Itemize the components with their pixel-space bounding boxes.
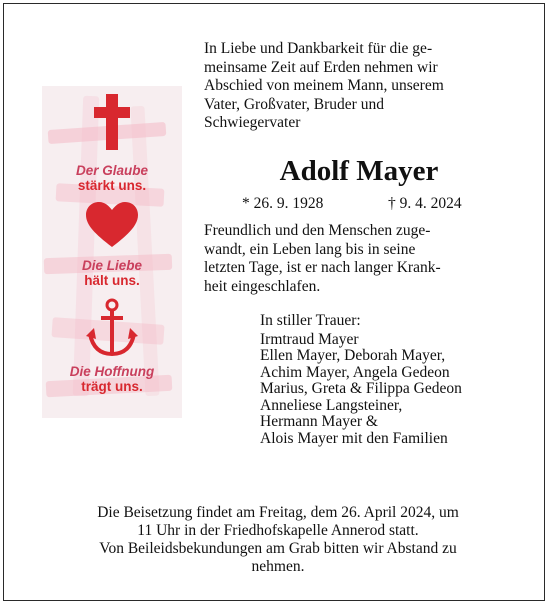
faith-line-2: stärkt uns.	[77, 178, 147, 193]
funeral-notice	[28, 504, 528, 576]
obituary-notice	[3, 3, 545, 601]
anchor-icon	[86, 298, 138, 358]
tribute-line: Freundlich und den Menschen zuge-	[204, 222, 431, 239]
funeral-line: nehmen.	[251, 558, 305, 575]
love-line-2: hält uns.	[84, 273, 140, 288]
funeral-line: Die Beisetzung findet am Freitag, dem 26. April 2024, um	[97, 504, 459, 521]
mourner-name: Achim Mayer, Angela Gedeon	[260, 363, 450, 381]
intro-line: Schwiegervater	[204, 114, 301, 131]
hope-caption	[42, 364, 182, 394]
love-line-1: Die Liebe	[81, 258, 143, 273]
tribute-line: wandt, ein Leben lang bis in seine	[204, 240, 416, 258]
heart-icon	[85, 201, 139, 249]
mourner-name: Anneliese Langsteiner,	[260, 396, 403, 414]
mourner-name: Alois Mayer mit den Familien	[260, 429, 448, 447]
mourner-name: Ellen Mayer, Deborah Mayer,	[260, 347, 446, 364]
intro-line: Vater, Großvater, Bruder und	[204, 95, 384, 113]
faith-line-1: Der Glaube	[75, 163, 149, 178]
cross-icon	[92, 92, 132, 152]
mourner-name: Irmtraud Mayer	[260, 330, 359, 348]
mourner-name: Hermann Mayer &	[260, 413, 378, 430]
mourners-heading: In stiller Trauer:	[260, 312, 361, 329]
hope-line-1: Die Hoffnung	[69, 364, 155, 379]
tribute-line: heit eingeschlafen.	[204, 277, 321, 295]
mourners-list	[260, 313, 520, 447]
hope-line-2: trägt uns.	[81, 379, 143, 394]
death-date: † 9. 4. 2024	[388, 195, 462, 212]
deceased-name: Adolf Mayer	[279, 155, 439, 187]
intro-line: Abschied von meinem Mann, unserem	[204, 77, 444, 94]
funeral-line: Von Beileidsbekundungen am Grab bitten wir Abstand zu	[99, 540, 457, 557]
funeral-line: 11 Uhr in der Friedhofskapelle Annerod statt.	[137, 522, 419, 539]
tribute-paragraph	[204, 222, 514, 296]
intro-line: meinsame Zeit auf Erden nehmen wir	[204, 58, 438, 76]
tribute-line: letzten Tage, ist er nach langer Krank-	[204, 259, 441, 276]
faith-love-hope-emblem	[42, 86, 182, 418]
intro-line: In Liebe und Dankbarkeit für die ge-	[204, 40, 433, 57]
love-caption	[42, 258, 182, 288]
mourner-name: Marius, Greta & Filippa Gedeon	[260, 380, 462, 397]
intro-paragraph	[204, 40, 514, 133]
faith-caption	[42, 163, 182, 193]
birth-date: * 26. 9. 1928	[242, 195, 324, 212]
